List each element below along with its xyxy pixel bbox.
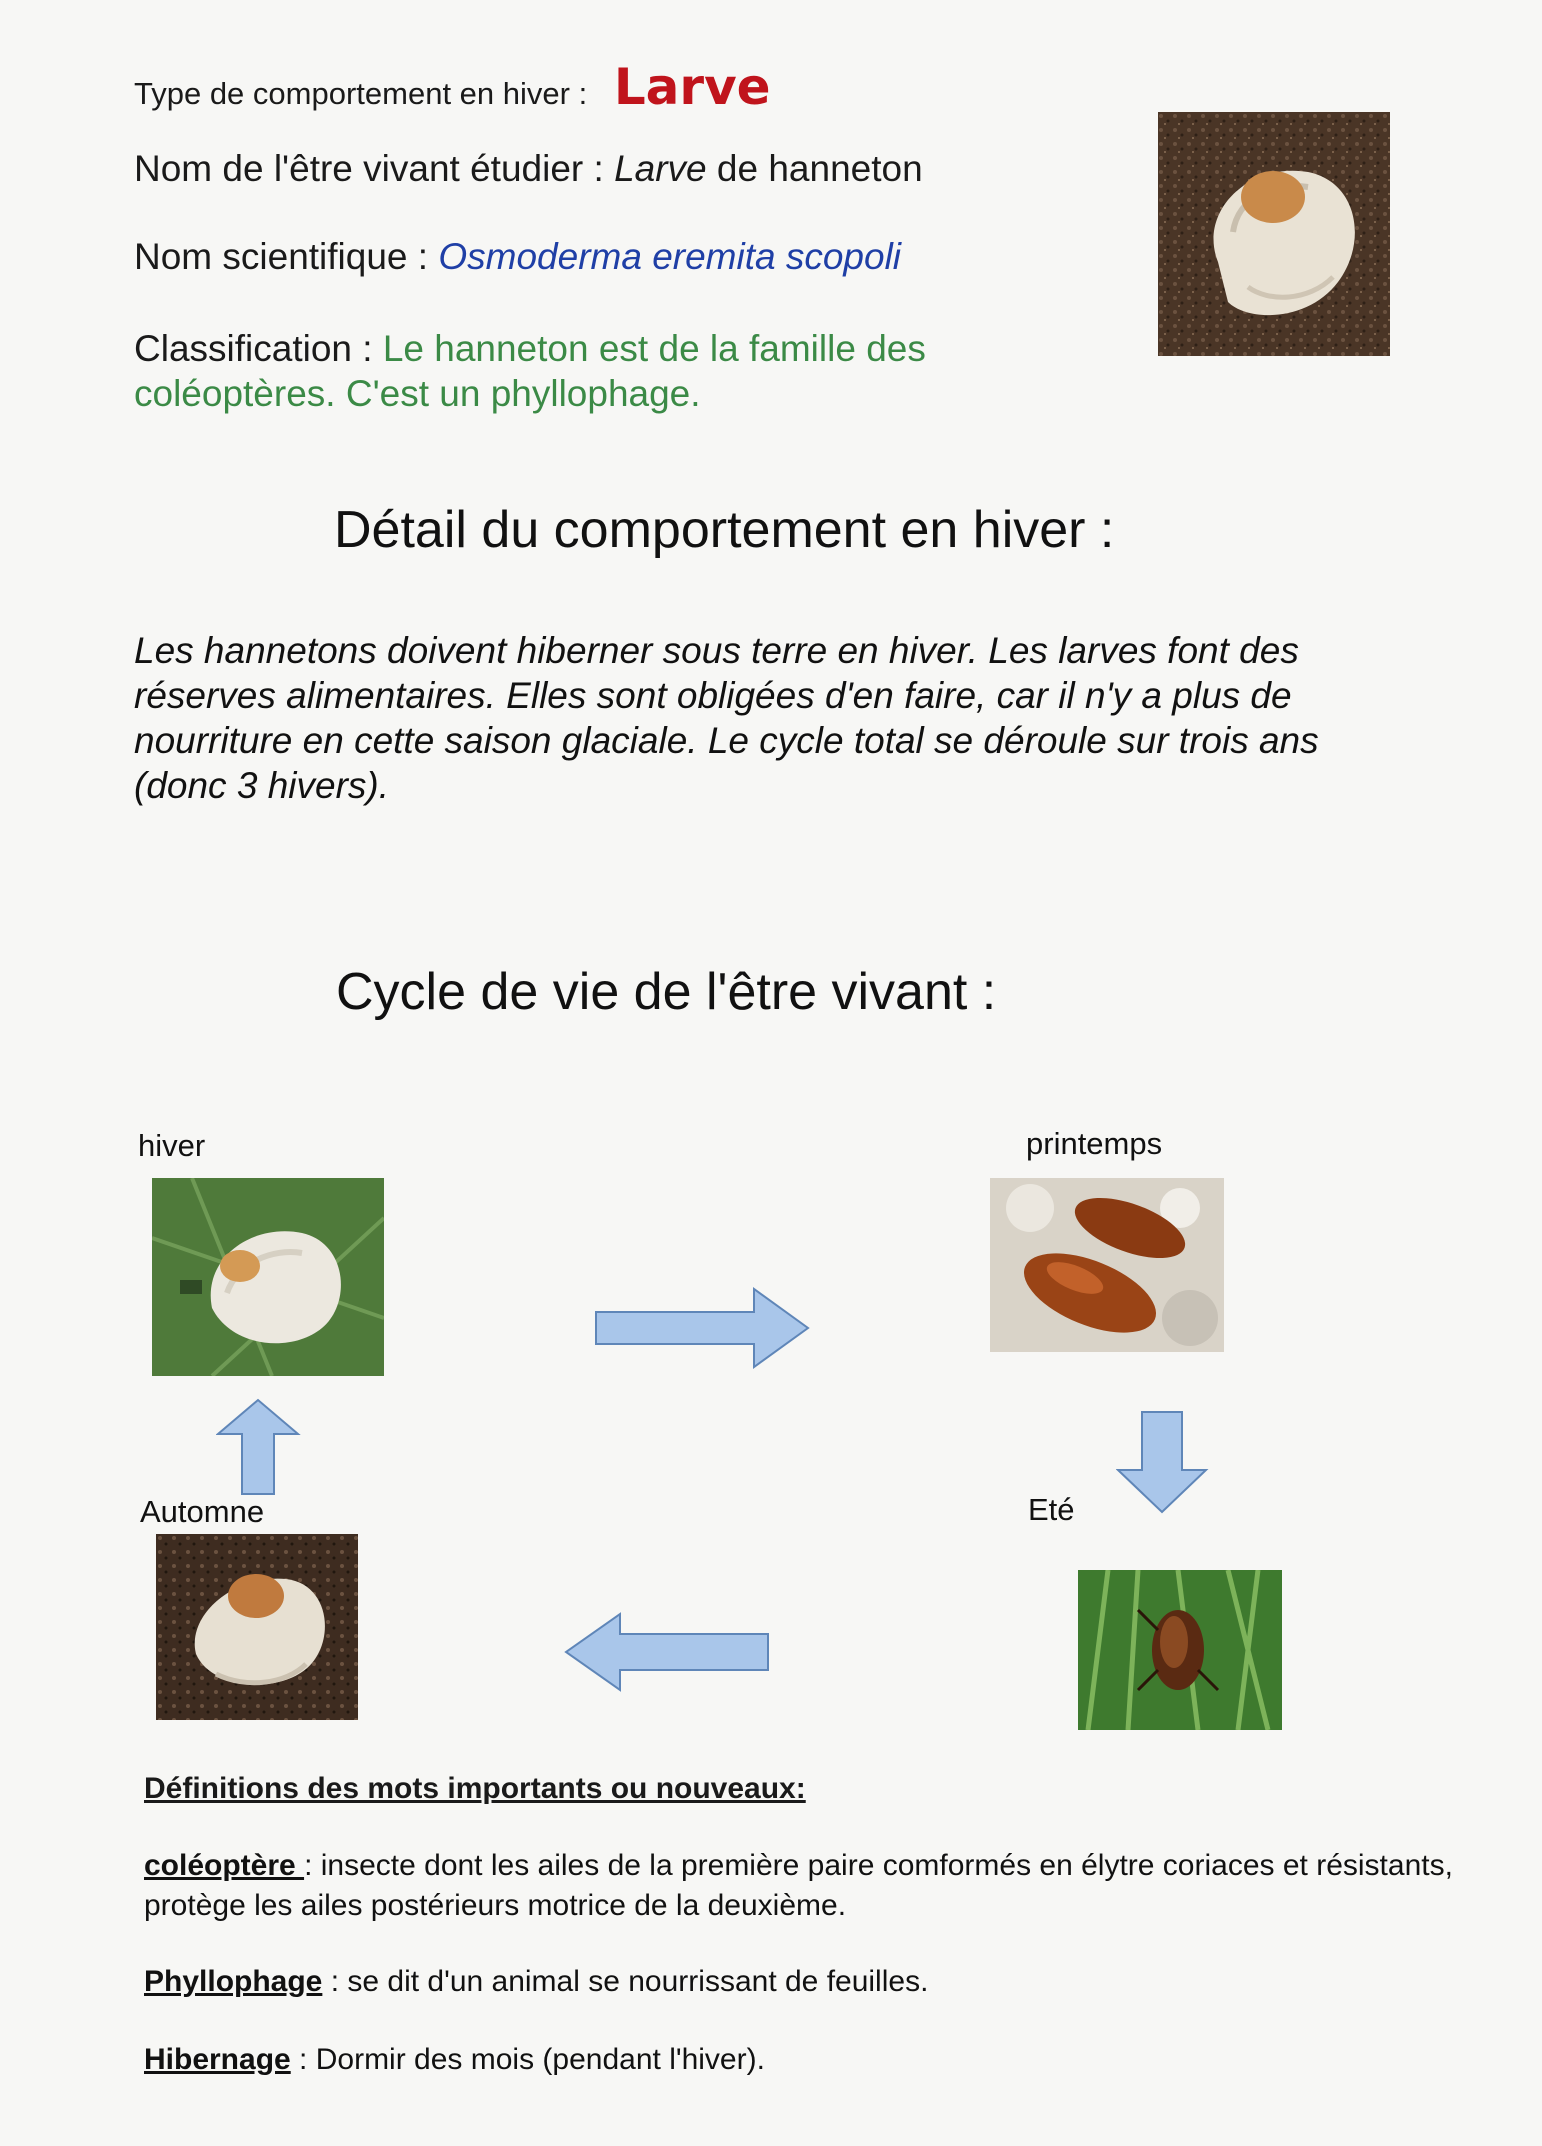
season-label-automne: Automne: [140, 1494, 265, 1529]
definition-item: [144, 1846, 1474, 1926]
scientific-name-label: Nom scientifique :: [134, 236, 429, 277]
definition-term: Phyllophage: [144, 1965, 323, 1998]
arrow-down-icon: [1116, 1410, 1210, 1516]
pupae-photo: [990, 1178, 1224, 1352]
season-label-ete: Eté: [1028, 1492, 1075, 1527]
definitions-title: Définitions des mots importants ou nouveaux:: [144, 1772, 806, 1805]
detail-section-title: Détail du comportement en hiver :: [334, 501, 1115, 559]
detail-line: réserves alimentaires. Elles sont obligées d'en faire, car il n'y a plus de: [134, 675, 1292, 716]
arrow-left-icon: [564, 1612, 770, 1692]
season-label-printemps: printemps: [1026, 1126, 1163, 1161]
definition-term: coléoptère: [144, 1849, 305, 1882]
detail-line: (donc 3 hivers).: [134, 765, 389, 806]
larva-soil-photo: [1158, 112, 1390, 356]
detail-paragraph: [134, 628, 1434, 808]
beetle-grass-photo: [1078, 1570, 1282, 1730]
scientific-name-value: Osmoderma eremita scopoli: [438, 236, 902, 277]
definition-term: Hibernage: [144, 2043, 291, 2076]
classification-value-line2: coléoptères. C'est un phyllophage.: [134, 373, 701, 414]
definition-text: se dit d'un animal se nourrissant de feuilles.: [339, 1965, 929, 1998]
definition-item: [144, 1962, 1474, 2002]
season-label-hiver: hiver: [138, 1128, 206, 1163]
species-name-row: [134, 148, 923, 190]
arrow-right-icon: [594, 1286, 812, 1370]
definition-separator: :: [290, 2043, 308, 2076]
behaviour-type-value: Larve: [613, 58, 771, 116]
arrow-up-icon: [216, 1398, 302, 1496]
species-name-italic: Larve: [614, 148, 707, 189]
cycle-section-title: Cycle de vie de l'être vivant :: [336, 963, 997, 1021]
definition-text: Dormir des mois (pendant l'hiver).: [307, 2043, 765, 2076]
definition-item: [144, 2040, 1474, 2080]
detail-line: nourriture en cette saison glaciale. Le cycle total se déroule sur trois ans: [134, 720, 1319, 761]
species-name-rest: de hanneton: [716, 148, 923, 189]
detail-line: Les hannetons doivent hiberner sous terre en hiver. Les larves font des: [134, 630, 1299, 671]
scientific-name-row: [134, 236, 901, 278]
species-name-label: Nom de l'être vivant étudier :: [134, 148, 604, 189]
larva-autumn-photo: [156, 1534, 358, 1720]
behaviour-type-row: [134, 58, 771, 116]
classification-row: [134, 326, 926, 416]
behaviour-type-label: Type de comportement en hiver :: [134, 76, 588, 111]
definition-text: insecte dont les ailes de la première paire comformés en élytre coriaces et résistants, protège les ailes postérieurs motrice de la deuxième.: [144, 1849, 1453, 1922]
classification-label: Classification :: [134, 328, 373, 369]
definition-separator: :: [304, 1849, 313, 1882]
definition-separator: :: [322, 1965, 340, 1998]
grub-leaf-photo: [152, 1178, 384, 1376]
classification-value-line1: Le hanneton est de la famille des: [382, 328, 926, 369]
